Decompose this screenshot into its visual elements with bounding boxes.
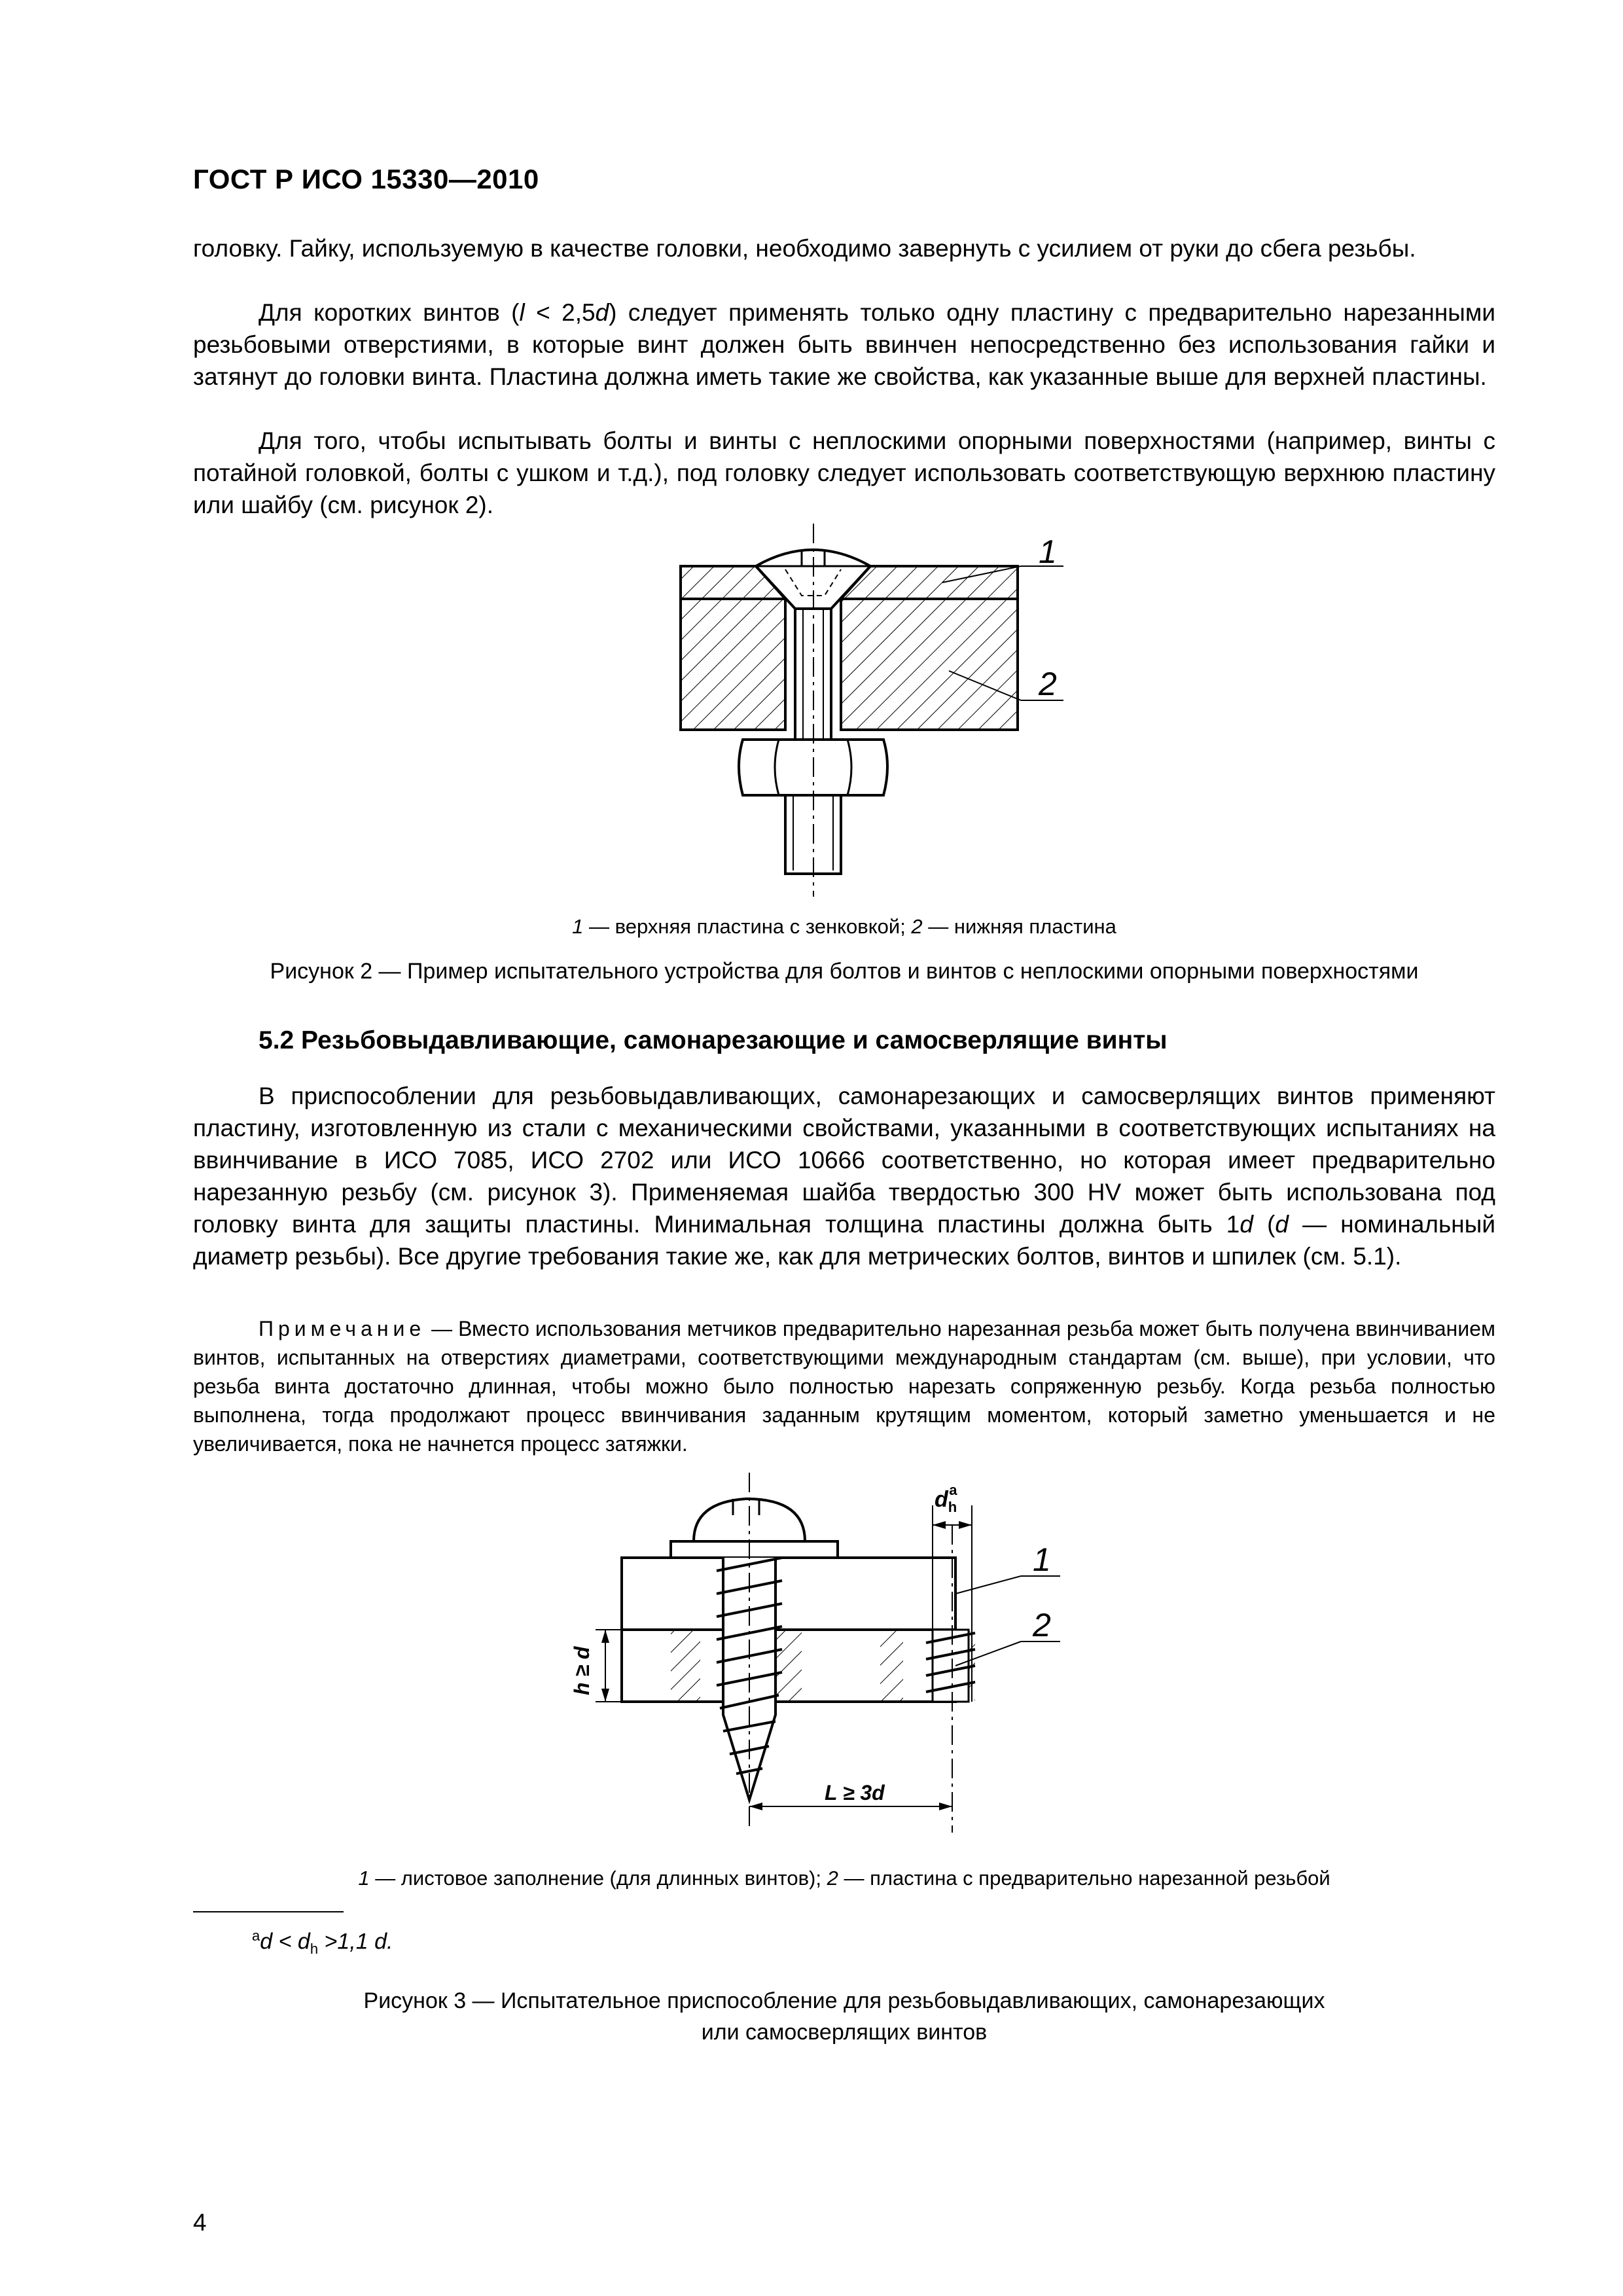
page-number: 4 (193, 2209, 207, 2236)
figure-2-callout-1: 1 (1039, 533, 1057, 570)
paragraph-continuation: головку. Гайку, используемую в качестве головки, необходимо завернуть с усилием от руки до сбега резьбы. (193, 235, 1416, 262)
note-paragraph: Примечание — Вместо использования метчиков предварительно нарезанная резьба может быть получена ввинчиванием винтов, испытанных на отверстиях диаметрами, соответствующими международным стандартам (см. выше), при условии, что резьба винта достаточно длинная, чтобы можно было полностью нарезать сопряженную резьбу. Когда резьба полностью выполнена, тогда продолжают процесс ввинчивания заданным крутящим моментом, который заметно уменьшается и не увеличивается, пока не начнется процесс затяжки. (193, 1317, 1495, 1456)
figure-3-callout-2: 2 (1033, 1607, 1051, 1643)
figure-2-caption: Рисунок 2 — Пример испытательного устройства для болтов и винтов с неплоскими опорными поверхностями (270, 959, 1419, 984)
paragraph-nonflat-bearing: Для того, чтобы испытывать болты и винты с неплоскими опорными поверхностями (например, винты с потайной головкой, болты с ушком и т.д.), под головку следует использовать соответствующую верхнюю пластину или шайбу (см. рисунок 2). (193, 427, 1495, 518)
note-label: Примечание (259, 1317, 426, 1340)
figure-2-drawing (654, 524, 1113, 903)
washer (671, 1541, 838, 1558)
dimension-L: L ≥ 3d (825, 1781, 885, 1804)
figure-3-legend: 1 — листовое заполнение (для длинных винтов); 2 — пластина с предварительно нарезанной резьбой (358, 1867, 1330, 1890)
footnote-separator (193, 1911, 344, 1912)
paragraph-short-screws: Для коротких винтов (l < 2,5d) следует применять только одну пластину с предварительно нарезанными резьбовыми отверстиями, в которые винт должен быть ввинчен непосредственно без использования гайки и затянут до головки винта. Пластина должна иметь такие же свойства, как указанные выше для верхней пластины. (193, 299, 1496, 390)
bottom-plate-right (841, 599, 1018, 730)
sheet-filler (622, 1558, 955, 1630)
dimension-dh: $d_ha$ (935, 1482, 957, 1515)
figure-3-drawing (524, 1466, 1211, 1839)
dimension-h: h ≥ d (570, 1646, 594, 1695)
figure-2-callout-2: 2 (1039, 666, 1057, 702)
document-header: ГОСТ Р ИСО 15330—2010 (193, 164, 539, 194)
bottom-plate-left (681, 599, 785, 730)
figure-3-callout-1: 1 (1033, 1541, 1051, 1578)
section-heading-5-2: 5.2 Резьбовыдавливающие, самонарезающие и самосверлящие винты (259, 1026, 1168, 1054)
figure-2-legend: 1 — верхняя пластина с зенковкой; 2 — нижняя пластина (572, 915, 1116, 938)
figure-3-caption: Рисунок 3 — Испытательное приспособление для резьбовыдавливающих, самонарезающих или самосверлящих винтов (363, 1988, 1325, 2045)
paragraph-5-2: В приспособлении для резьбовыдавливающих, самонарезающих и самосверлящих винтов применяют пластину, изготовленную из стали с механическими свойствами, указанными в соответствующих испытаниях на ввинчивание в ИСО 7085, ИСО 2702 или ИСО 10666 соответственно, но которая имеет предварительно нарезанную резьбу (см. рисунок 3). Применяемая шайба твердостью 300 HV может быть использована под головку винта для защиты пластины. Минимальная толщина пластины должна быть 1d (d — номинальный диаметр резьбы). Все другие требования такие же, как для метрических болтов, винтов и шпилек (см. 5.1). (193, 1083, 1495, 1270)
footnote: $^ad < d_h >1,1$ d. (252, 1928, 393, 1958)
